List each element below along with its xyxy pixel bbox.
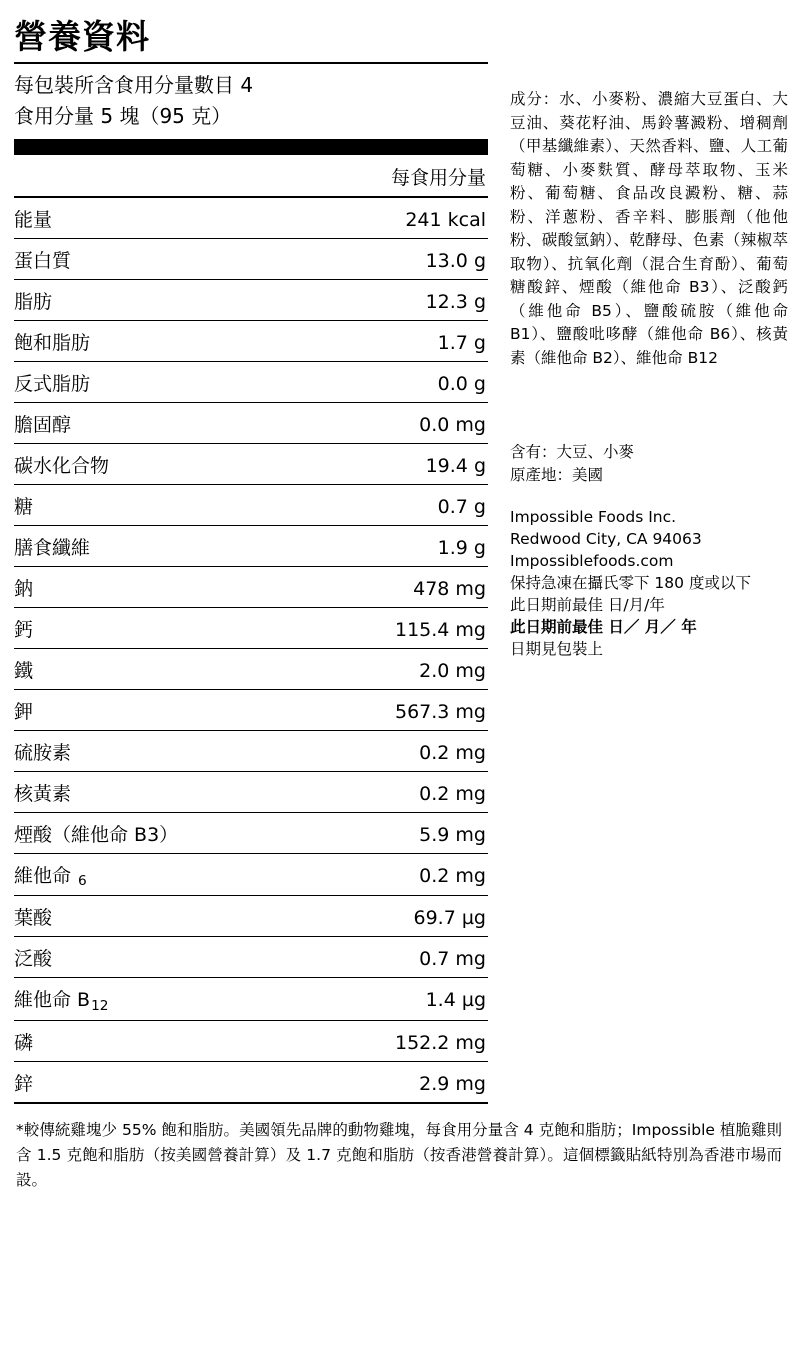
nutrient-value: 1.9 g — [317, 525, 488, 566]
nutrient-value: 2.0 mg — [317, 648, 488, 689]
nutrient-value: 115.4 mg — [317, 607, 488, 648]
table-row — [14, 937, 488, 978]
side-top-spacer — [510, 18, 788, 88]
nutrient-value: 2.9 mg — [317, 1061, 488, 1102]
nutrition-table — [14, 196, 488, 1102]
nutrient-value: 478 mg — [317, 566, 488, 607]
company-name: Impossible Foods Inc. — [510, 507, 677, 526]
nutrient-value: 0.2 mg — [317, 730, 488, 771]
nutrient-name: 維他命 $_6$ — [14, 853, 317, 895]
table-row — [14, 566, 488, 607]
nutrient-name: 脂肪 — [14, 279, 317, 320]
table-row — [14, 320, 488, 361]
table-row — [14, 484, 488, 525]
nutrient-name: 鉀 — [14, 689, 317, 730]
nutrient-name: 飽和脂肪 — [14, 320, 317, 361]
servings-per-container: 每包裝所含食用分量數目 4 — [14, 72, 254, 97]
nutrient-name: 碳水化合物 — [14, 443, 317, 484]
nutrient-value: 1.4 µg — [317, 978, 488, 1020]
table-row — [14, 525, 488, 566]
table-row — [14, 443, 488, 484]
nutrient-name: 磷 — [14, 1020, 317, 1061]
vitamin-subscript: 6 — [78, 873, 87, 890]
nutrient-name: 鐵 — [14, 648, 317, 689]
table-row — [14, 279, 488, 320]
nutrient-value: 1.7 g — [317, 320, 488, 361]
nutrient-name: 維他命 $B_{12}$ — [14, 978, 317, 1020]
nutrient-name: 膳食纖維 — [14, 525, 317, 566]
nutrition-table-body — [14, 197, 488, 1102]
per-serving-header: 每食用分量 — [390, 166, 486, 189]
nutrient-name: 泛酸 — [14, 937, 317, 978]
nutrient-name: 糖 — [14, 484, 317, 525]
nutrient-value: 0.0 mg — [317, 402, 488, 443]
table-row — [14, 812, 488, 853]
nutrient-name: 核黃素 — [14, 771, 317, 812]
table-row — [14, 771, 488, 812]
company-website[interactable]: Impossiblefoods.com — [510, 551, 674, 570]
panel-title: 營養資料 — [14, 17, 150, 56]
best-before-bold: 此日期前最佳 日／ 月／ 年 — [510, 617, 697, 636]
nutrient-value: 0.2 mg — [317, 853, 488, 895]
table-row — [14, 896, 488, 937]
nutrient-value: 5.9 mg — [317, 812, 488, 853]
nutrient-value: 19.4 g — [317, 443, 488, 484]
nutrient-value: 0.0 g — [317, 361, 488, 402]
nutrient-value: 69.7 µg — [317, 896, 488, 937]
label-columns — [14, 18, 788, 1104]
panel-bottom-rule — [14, 1102, 488, 1104]
nutrient-name: 鋅 — [14, 1061, 317, 1102]
table-row — [14, 1061, 488, 1102]
date-location: 日期見包裝上 — [510, 639, 604, 658]
company-address: Redwood City, CA 94063 — [510, 529, 702, 548]
table-row — [14, 689, 488, 730]
table-row — [14, 361, 488, 402]
nutrient-name: 膽固醇 — [14, 402, 317, 443]
nutrient-value: 152.2 mg — [317, 1020, 488, 1061]
ingredients-text: 成分：水、小麥粉、濃縮大豆蛋白、大豆油、葵花籽油、馬鈴薯澱粉、增稠劑（甲基纖維素）、天然香料、鹽、人工葡萄糖、小麥麩質、酵母萃取物、玉米粉、葡萄糖、食品改良澱粉、糖、蒜粉、洋蔥粉、香辛料、膨脹劑（他他粉、碳酸氫鈉）、乾酵母、色素（辣椒萃取物）、抗氧化劑（混合生育酚）、葡萄糖酸鋅、煙酸（維他命 B3）、泛酸鈣（維他命 B5）、鹽酸硫胺（維他命 B1）、鹽酸吡哆酵（維他命 B6）、核黃素（維他命 B2）、維他命 B12 — [510, 90, 788, 368]
nutrient-name: 煙酸（維他命 B3） — [14, 812, 317, 853]
contains-text: 含有：大豆、小麥 — [510, 442, 635, 461]
table-row — [14, 197, 488, 239]
nutrient-name: 蛋白質 — [14, 238, 317, 279]
table-row — [14, 648, 488, 689]
table-row — [14, 1020, 488, 1061]
table-row — [14, 730, 488, 771]
side-mid-spacer — [510, 371, 788, 441]
storage-instructions: 保持急凍在攝氏零下 180 度或以下 — [510, 573, 751, 592]
table-row — [14, 978, 488, 1020]
company-block — [510, 506, 788, 660]
nutrient-name: 葉酸 — [14, 896, 317, 937]
nutrient-value: 0.2 mg — [317, 771, 488, 812]
nutrient-value: 567.3 mg — [317, 689, 488, 730]
best-before-small: 此日期前最佳 日/月/年 — [510, 595, 665, 614]
vitamin-subscript: 12 — [91, 997, 109, 1014]
nutrient-value: 0.7 g — [317, 484, 488, 525]
nutrient-value: 13.0 g — [317, 238, 488, 279]
table-row — [14, 238, 488, 279]
nutrient-value: 12.3 g — [317, 279, 488, 320]
serving-size: 食用分量 5 塊（95 克） — [14, 103, 232, 128]
nutrient-name: 反式脂肪 — [14, 361, 317, 402]
table-row — [14, 607, 488, 648]
table-row — [14, 402, 488, 443]
nutrient-name: 鈣 — [14, 607, 317, 648]
serving-info — [14, 64, 488, 139]
footnote-text: *較傳統雞塊少 55% 飽和脂肪。美國領先品牌的動物雞塊，每食用分量含 4 克飽和脂肪；Impossible 植脆雞則含 1.5 克飽和脂肪（按美國營養計算）及 1.7 克飽和脂肪（按香港營養計算）。這個標籤貼紙特別為香港市場而設。 — [16, 1120, 782, 1189]
nutrition-facts-panel — [14, 18, 488, 1104]
side-info — [488, 18, 788, 660]
thick-divider — [14, 139, 488, 155]
nutrient-name: 硫胺素 — [14, 730, 317, 771]
nutrient-value: 241 kcal — [317, 197, 488, 239]
table-row — [14, 853, 488, 895]
side-gap — [510, 488, 788, 506]
origin-text: 原產地：美國 — [510, 466, 604, 485]
allergen-block — [510, 441, 788, 488]
nutrient-name: 鈉 — [14, 566, 317, 607]
nutrient-name: 能量 — [14, 197, 317, 239]
nutrient-value: 0.7 mg — [317, 937, 488, 978]
